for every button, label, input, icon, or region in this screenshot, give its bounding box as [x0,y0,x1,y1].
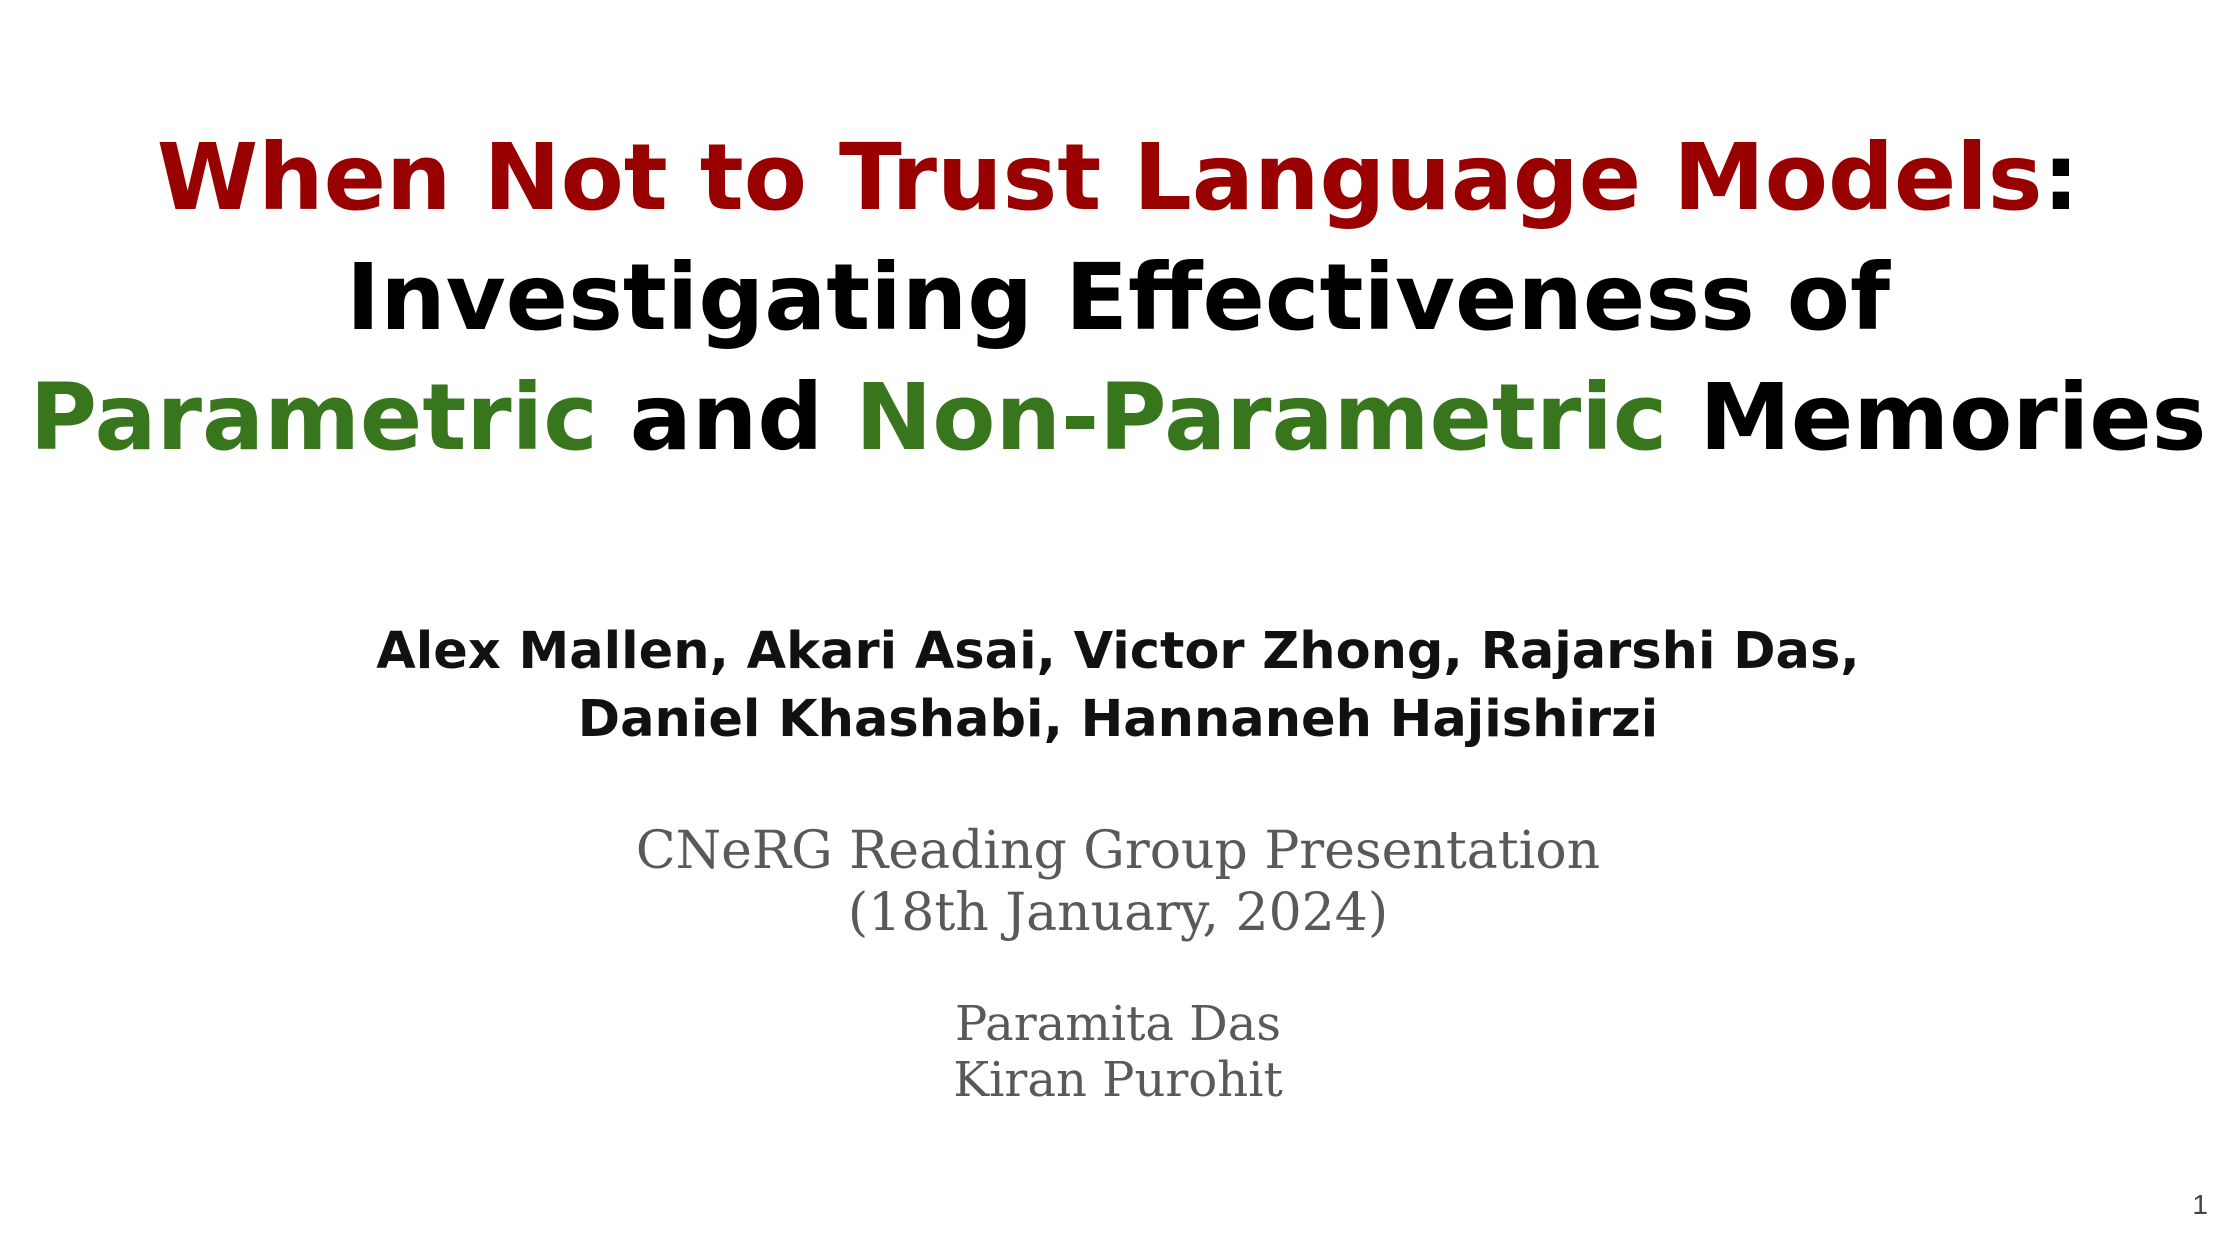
title-line-3 [0,358,2236,478]
event-info [0,820,2236,944]
event-date: (18th January, 2024) [847,883,1389,943]
presenters [0,996,2236,1108]
title-memories: Memories [1667,364,2207,471]
authors-line-2: Daniel Khashabi, Hannaneh Hajishirzi [577,690,1659,749]
presenter-1: Paramita Das [954,996,1282,1052]
page-number: 1 [2192,1189,2208,1220]
title-parametric: Parametric [29,364,598,471]
authors [0,618,2236,754]
event-name: CNeRG Reading Group Presentation [635,821,1601,881]
title-main-phrase: When Not to Trust Language Models [156,124,2043,231]
title-non-parametric: Non-Parametric [855,364,1668,471]
title-and: and [597,364,856,471]
title-colon: : [2042,124,2080,231]
authors-line-1: Alex Mallen, Akari Asai, Victor Zhong, Rajarshi Das, [376,622,1860,681]
title-line-2: Investigating Effectiveness of [345,244,1891,351]
presenter-2: Kiran Purohit [953,1052,1283,1108]
slide-title [0,118,2236,478]
title-line-1 [0,118,2236,238]
